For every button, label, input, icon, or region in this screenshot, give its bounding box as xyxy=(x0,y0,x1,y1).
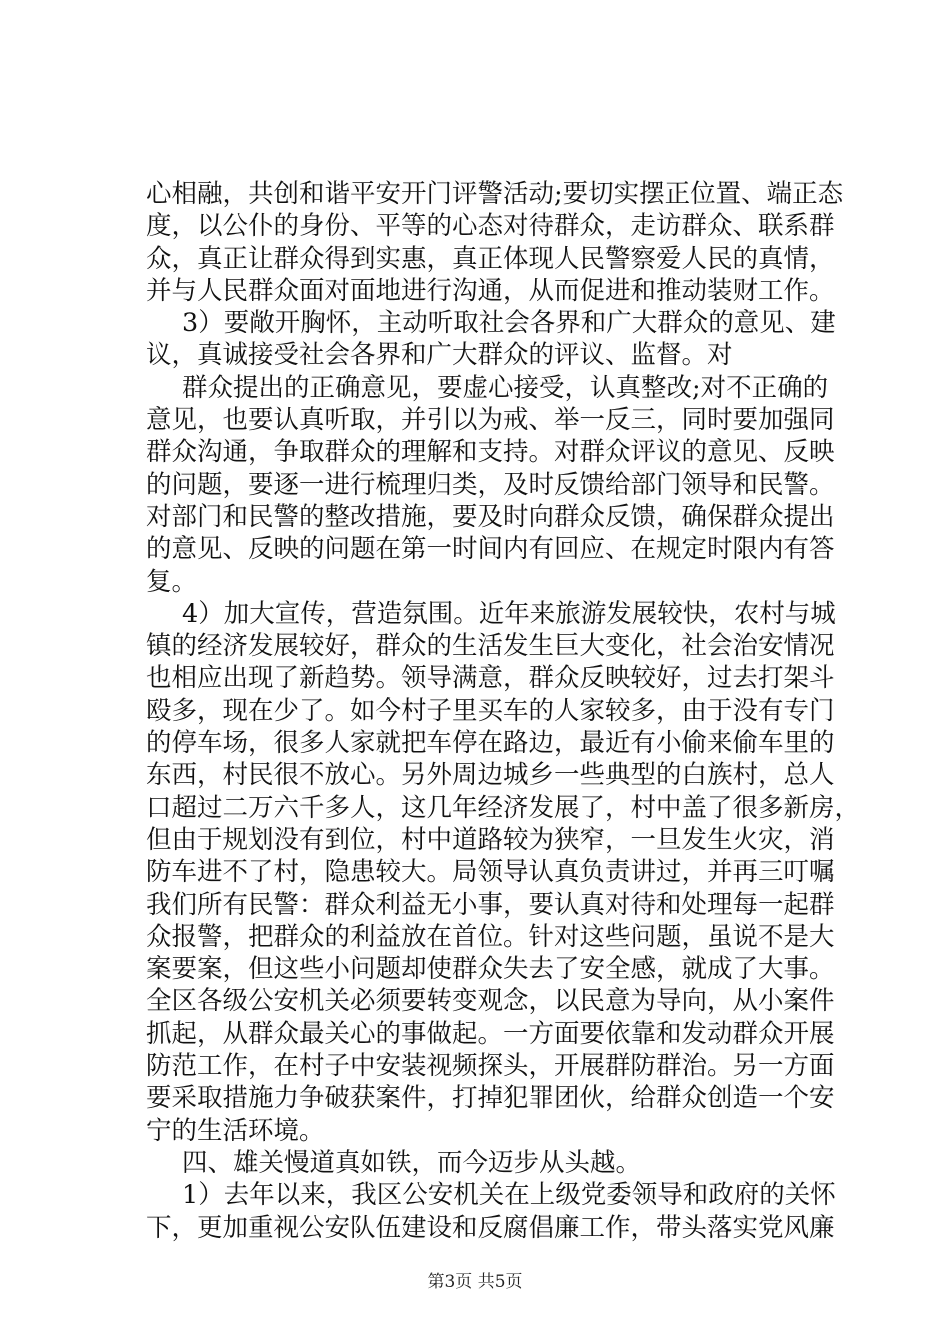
text-line: 群众沟通，争取群众的理解和支持。对群众评议的意见、反映 xyxy=(146,437,835,468)
text-line: 心相融，共创和谐平安开门评警活动;要切实摆正位置、端正态 xyxy=(146,179,844,209)
text-line: 的意见、反映的问题在第一时间内有回应、在规定时限内有答 xyxy=(146,534,835,565)
text-line: 镇的经济发展较好，群众的生活发生巨大变化，社会治安情况 xyxy=(146,631,835,662)
paragraph-start-line: 3）要敞开胸怀，主动听取社会各界和广大群众的意见、建 xyxy=(182,308,836,339)
text-line: 意见，也要认真听取，并引以为戒、举一反三，同时要加强同 xyxy=(146,405,835,436)
page-number-footer: 第3页 共5页 xyxy=(427,1272,523,1292)
text-line: 全区各级公安机关必须要转变观念，以民意为导向，从小案件 xyxy=(146,986,835,1017)
text-line: 众报警，把群众的利益放在首位。针对这些问题，虽说不是大 xyxy=(146,921,835,952)
paragraph-start-line: 4）加大宣传，营造氛围。近年来旅游发展较快，农村与城 xyxy=(182,598,836,629)
text-line: 但由于规划没有到位，村中道路较为狭窄，一旦发生火灾，消 xyxy=(146,824,835,855)
text-line: 我们所有民警：群众利益无小事，要认真对待和处理每一起群 xyxy=(146,889,835,920)
text-line: 下，更加重视公安队伍建设和反腐倡廉工作，带头落实党风廉 xyxy=(146,1212,835,1243)
paragraph-start-line: 群众提出的正确意见，要虚心接受，认真整改;对不正确的 xyxy=(182,372,829,403)
text-line: 的停车场，很多人家就把车停在路边，最近有小偷来偷车里的 xyxy=(146,728,835,759)
paragraph-start-line: 1）去年以来，我区公安机关在上级党委领导和政府的关怀 xyxy=(182,1180,836,1211)
text-line: 并与人民群众面对面地进行沟通，从而促进和推动装财工作。 xyxy=(146,275,835,306)
text-line: 众，真正让群众得到实惠，真正体现人民警察爱人民的真情， xyxy=(146,243,835,274)
text-line: 议，真诚接受社会各界和广大群众的评议、监督。对 xyxy=(146,340,733,371)
text-line: 宁的生活环境。 xyxy=(146,1115,325,1146)
text-line: 的问题，要逐一进行梳理归类，及时反馈给部门领导和民警。 xyxy=(146,469,835,500)
text-line: 殴多，现在少了。如今村子里买车的人家较多，由于没有专门 xyxy=(146,695,835,726)
text-line: 复。 xyxy=(146,566,198,597)
text-line: 度，以公仆的身份、平等的心态对待群众，走访群众、联系群 xyxy=(146,211,835,242)
text-line: 防车进不了村，隐患较大。局领导认真负责讲过，并再三叮嘱 xyxy=(146,857,835,888)
text-line: 案要案，但这些小问题却使群众失去了安全感，就成了大事。 xyxy=(146,954,835,985)
text-line: 对部门和民警的整改措施，要及时向群众反馈，确保群众提出 xyxy=(146,501,835,532)
text-line: 也相应出现了新趋势。领导满意，群众反映较好，过去打架斗 xyxy=(146,663,835,694)
text-line: 防范工作，在村子中安装视频探头，开展群防群治。另一方面 xyxy=(146,1051,835,1082)
document-body xyxy=(146,178,861,1244)
text-line: 抓起，从群众最关心的事做起。一方面要依靠和发动群众开展 xyxy=(146,1018,835,1049)
text-line: 东西，村民很不放心。另外周边城乡一些典型的白族村，总人 xyxy=(146,760,835,791)
text-line: 口超过二万六千多人，这几年经济发展了，村中盖了很多新房， xyxy=(146,792,861,823)
text-line: 要采取措施力争破获案件，打掉犯罪团伙，给群众创造一个安 xyxy=(146,1083,835,1114)
section-heading: 四、雄关慢道真如铁，而今迈步从头越。 xyxy=(182,1147,642,1178)
